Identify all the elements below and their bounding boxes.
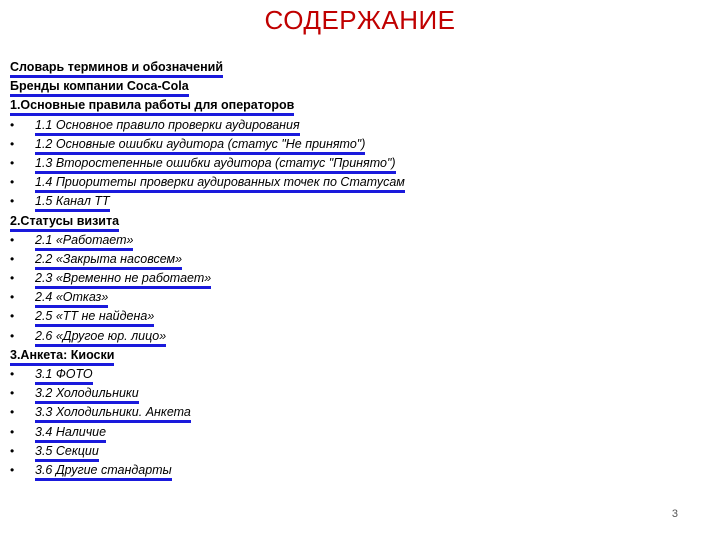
bullet-icon: • <box>10 251 15 266</box>
toc-item <box>10 288 710 307</box>
toc-link[interactable]: 3.3 Холодильники. Анкета <box>35 405 191 423</box>
bullet-icon: • <box>10 424 15 439</box>
toc-link[interactable]: 2.4 «Отказ» <box>35 290 108 308</box>
toc-link[interactable]: 3.Анкета: Киоски <box>10 348 114 366</box>
toc-link[interactable]: Бренды компании Coca-Cola <box>10 79 189 97</box>
toc-link[interactable]: 2.5 «ТТ не найдена» <box>35 309 154 327</box>
toc-link[interactable]: 1.4 Приоритеты проверки аудированных точек по Статусам <box>35 175 405 193</box>
toc-item <box>10 192 710 211</box>
toc-item <box>10 173 710 192</box>
toc-section <box>10 346 710 365</box>
bullet-icon: • <box>10 290 15 305</box>
bullet-icon: • <box>10 194 15 209</box>
toc-link[interactable]: 2.3 «Временно не работает» <box>35 271 211 289</box>
toc-link[interactable]: Словарь терминов и обозначений <box>10 60 223 78</box>
toc-item <box>10 154 710 173</box>
page-title: СОДЕРЖАНИЕ <box>264 5 456 35</box>
toc-item <box>10 327 710 346</box>
toc-link[interactable]: 1.Основные правила работы для операторов <box>10 98 294 116</box>
table-of-contents <box>10 58 710 480</box>
toc-link[interactable]: 1.5 Канал ТТ <box>35 194 110 212</box>
bullet-icon: • <box>10 309 15 324</box>
toc-item <box>10 423 710 442</box>
toc-link[interactable]: 3.5 Секции <box>35 444 99 462</box>
bullet-icon: • <box>10 271 15 286</box>
bullet-icon: • <box>10 386 15 401</box>
toc-item <box>10 384 710 403</box>
toc-link[interactable]: 3.4 Наличие <box>35 425 106 443</box>
toc-item <box>10 250 710 269</box>
toc-item <box>10 307 710 326</box>
toc-link[interactable]: 1.3 Второстепенные ошибки аудитора (статус "Принято") <box>35 156 396 174</box>
toc-item <box>10 231 710 250</box>
toc-section <box>10 212 710 231</box>
toc-link[interactable]: 3.2 Холодильники <box>35 386 139 404</box>
toc-link[interactable]: 2.2 «Закрыта насовсем» <box>35 252 182 270</box>
toc-link[interactable]: 1.1 Основное правило проверки аудирования <box>35 118 300 136</box>
toc-item <box>10 269 710 288</box>
page-number: 3 <box>671 508 678 520</box>
toc-link[interactable]: 2.1 «Работает» <box>35 233 133 251</box>
bullet-icon: • <box>10 175 15 190</box>
bullet-icon: • <box>10 136 15 151</box>
bullet-icon: • <box>10 462 15 477</box>
toc-section <box>10 96 710 115</box>
bullet-icon: • <box>10 328 15 343</box>
bullet-icon: • <box>10 367 15 381</box>
toc-link[interactable]: 2.Статусы визита <box>10 214 119 232</box>
toc-item <box>10 365 710 384</box>
bullet-icon: • <box>10 443 15 458</box>
toc-item <box>10 442 710 461</box>
bullet-icon: • <box>10 117 15 132</box>
toc-link[interactable]: 2.6 «Другое юр. лицо» <box>35 329 166 347</box>
toc-item <box>10 116 710 135</box>
toc-item <box>10 403 710 422</box>
toc-item <box>10 461 710 480</box>
toc-item <box>10 135 710 154</box>
bullet-icon: • <box>10 155 15 170</box>
toc-link[interactable]: 3.1 ФОТО <box>35 367 93 385</box>
toc-section <box>10 77 710 96</box>
bullet-icon: • <box>10 405 15 420</box>
toc-link[interactable]: 1.2 Основные ошибки аудитора (статус "Не принято") <box>35 137 365 155</box>
toc-link[interactable]: 3.6 Другие стандарты <box>35 463 172 481</box>
toc-section <box>10 58 710 77</box>
bullet-icon: • <box>10 232 15 247</box>
